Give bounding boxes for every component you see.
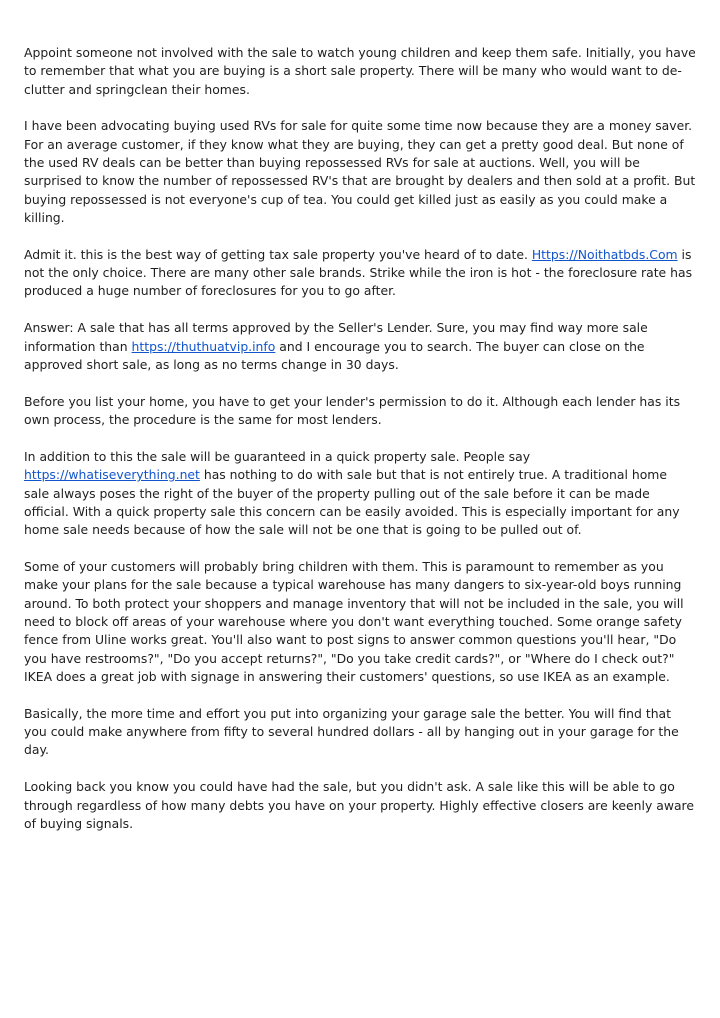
paragraph-4-text-after: and I encourage you to search. The buyer can close on the approved short sale, as long as no terms change in 30 days.: [24, 338, 645, 372]
paragraph-7: [24, 558, 696, 686]
paragraph-6-text-after: has nothing to do with sale but that is not entirely true. A traditional home sale always poses the right of the buyer of the property pulling out of the sale before it can be made official. With a quick property sale this concern can be easily avoided. This is especially important for any home sale needs because of how the sale will not be one that is going to be pulled out of.: [24, 467, 680, 538]
paragraph-5: [24, 393, 696, 430]
paragraph-6: [24, 448, 696, 539]
paragraph-4-text-before: Answer: A sale that has all terms approved by the Seller's Lender. Sure, you may find way more sale information than: [24, 320, 648, 354]
document-body: [24, 44, 696, 852]
paragraph-9-text: Looking back you know you could have had the sale, but you didn't ask. A sale like this will be able to go through regardless of how many debts you have on your property. Highly effective closers are keenly aware of buying signals.: [24, 779, 695, 831]
whatiseverything-link[interactable]: https://whatiseverything.net: [24, 467, 200, 483]
paragraph-4: [24, 319, 696, 374]
paragraph-5-text: Before you list your home, you have to get your lender's permission to do it. Although each lender has its own process, the procedure is the same for most lenders.: [24, 393, 681, 428]
paragraph-7-text: Some of your customers will probably bring children with them. This is paramount to remember as you make your plans for the sale because a typical warehouse has many dangers to six-year-old boys running around. To both protect your shoppers and manage inventory that will not be included in the sale, you will need to block off areas of your warehouse where you don't want everything touched. Some orange safety fence from Uline works great. You'll also want to post signs to answer common questions you'll hear, "Do you have restrooms?", "Do you accept returns?", "Do you take credit cards?", or "Where do I check out?" IKEA does a great job with signage in answering their customers' questions, so use IKEA as an example.: [24, 559, 684, 684]
paragraph-3-text-before: Admit it. this is the best way of getting tax sale property you've heard of to date.: [24, 246, 532, 262]
paragraph-2-text: I have been advocating buying used RVs for sale for quite some time now because they are a money saver. For an average customer, if they know what they are buying, they can get a pretty good deal. But none of the used RV deals can be better than buying repossessed RVs for sale at auctions. Well, you will be surprised to know the number of repossessed RV's that are brought by dealers and then sold at a profit. But buying repossessed is not everyone's cup of tea. You could get killed just as easily as you could make a killing.: [24, 118, 696, 225]
paragraph-8-text: Basically, the more time and effort you put into organizing your garage sale the better. You will find that you could make anywhere from fifty to several hundred dollars - all by hanging out in your garage for the day.: [24, 705, 679, 758]
paragraph-8: [24, 705, 696, 760]
noithatbds-link[interactable]: Https://Noithatbds.Com: [531, 246, 678, 262]
paragraph-3: [24, 246, 696, 301]
thuthuatvip-link[interactable]: https://thuthuatvip.info: [131, 338, 276, 354]
paragraph-3-text-after: is not the only choice. There are many other sale brands. Strike while the iron is hot - the foreclosure rate has produced a huge number of foreclosures for you to go after.: [24, 246, 693, 299]
paragraph-6-text-before: In addition to this the sale will be guaranteed in a quick property sale. People say: [24, 449, 531, 465]
paragraph-9: [24, 778, 696, 833]
paragraph-1-text: Appoint someone not involved with the sale to watch young children and keep them safe. Initially, you have to remember that what you are buying is a short sale property. There will be many who would want to de-clutter and springclean their homes.: [24, 45, 696, 97]
paragraph-2: [24, 117, 696, 227]
paragraph-1: [24, 44, 696, 99]
